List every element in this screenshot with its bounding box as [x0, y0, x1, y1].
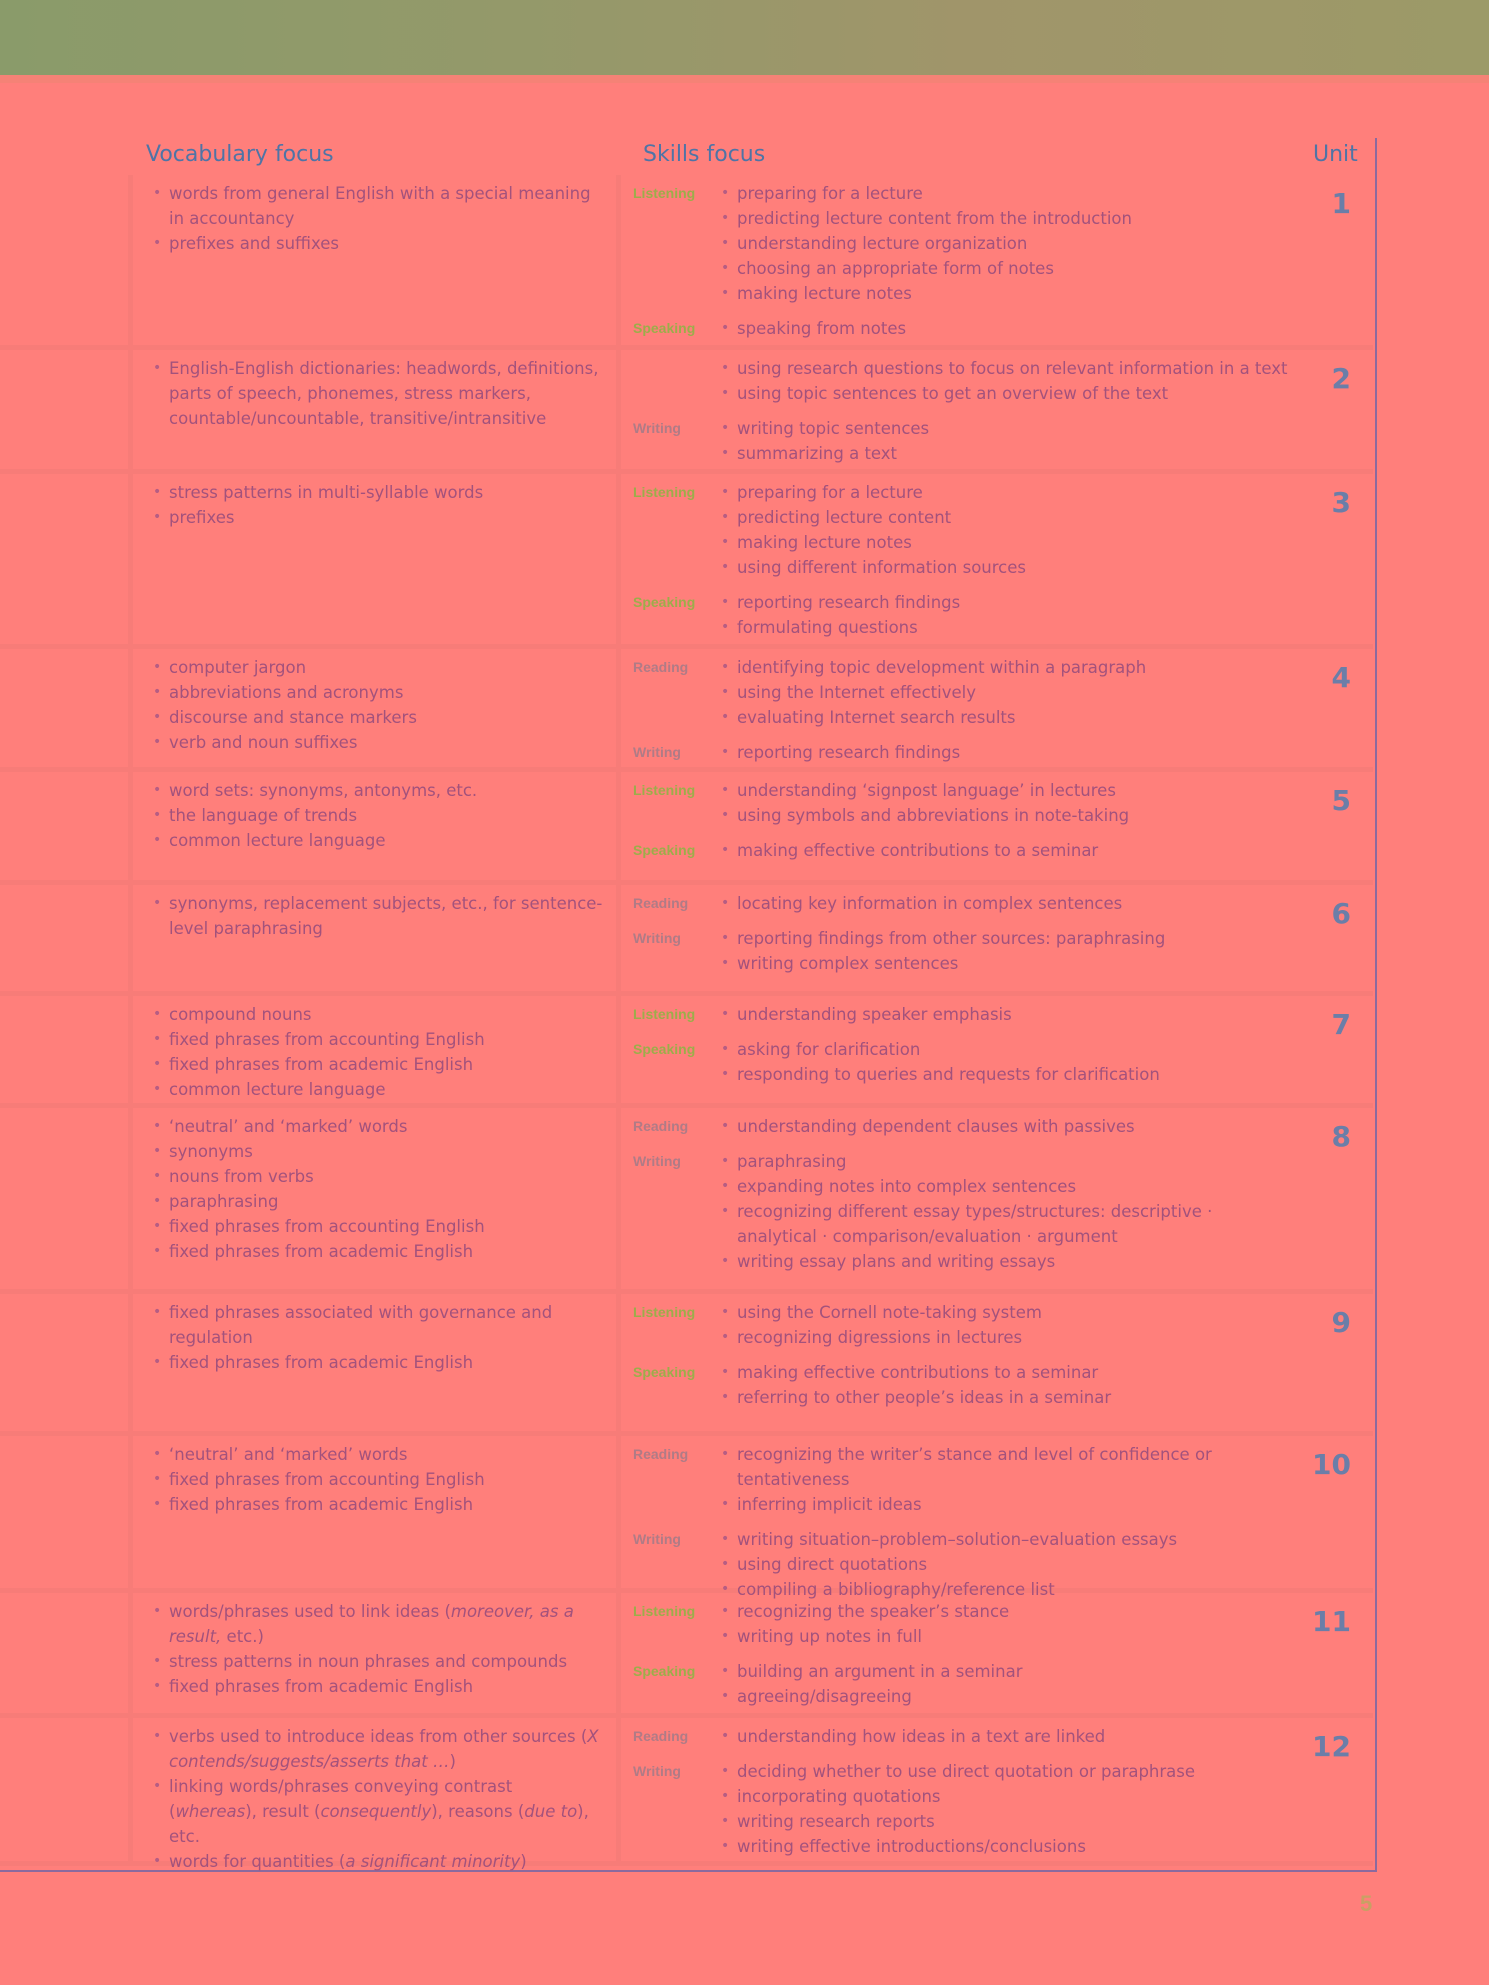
vocabulary-cell — [128, 1294, 621, 1431]
skill-group — [633, 590, 1293, 640]
skill-list — [719, 655, 1146, 730]
left-cell — [0, 350, 128, 469]
skill-item: • using different information sources — [719, 555, 1026, 580]
vocabulary-item: • linking words/phrases conveying contrast (whereas), result (consequently), reasons (due to), etc. — [151, 1774, 604, 1849]
skill-category-label: Listening — [633, 484, 696, 500]
unit-number: 7 — [1331, 1008, 1351, 1041]
skill-group — [633, 1360, 1293, 1410]
skill-group — [633, 1300, 1293, 1350]
skill-list — [719, 838, 1098, 863]
skills-cell — [621, 772, 1373, 880]
vocabulary-item: • synonyms — [151, 1139, 604, 1164]
vocabulary-item: • discourse and stance markers — [151, 705, 604, 730]
skill-group — [633, 1527, 1293, 1602]
vocabulary-item: • fixed phrases from accounting English — [151, 1467, 604, 1492]
vocabulary-item: • fixed phrases from accounting English — [151, 1027, 604, 1052]
unit-row-7 — [0, 996, 1373, 1108]
skill-list — [719, 926, 1165, 976]
skill-item: • recognizing digressions in lectures — [719, 1325, 1042, 1350]
unit-row-4 — [0, 649, 1373, 772]
skill-item: • summarizing a text — [719, 441, 929, 466]
skill-list — [719, 1037, 1160, 1087]
vocabulary-item: • fixed phrases from academic English — [151, 1239, 604, 1264]
unit-number: 12 — [1312, 1730, 1351, 1763]
vocabulary-list — [151, 1114, 604, 1264]
skill-list — [719, 356, 1288, 406]
skill-item: • understanding how ideas in a text are linked — [719, 1724, 1105, 1749]
skill-item: • identifying topic development within a paragraph — [719, 655, 1146, 680]
skill-item: • understanding speaker emphasis — [719, 1002, 1012, 1027]
vocabulary-item: • abbreviations and acronyms — [151, 680, 604, 705]
skill-group — [633, 1114, 1293, 1139]
skill-category-label: Listening — [633, 1006, 696, 1022]
unit-row-3 — [0, 474, 1373, 649]
skill-category-label: Listening — [633, 185, 696, 201]
skill-group — [633, 926, 1293, 976]
skill-group — [633, 655, 1293, 730]
vocabulary-focus-header: Vocabulary focus — [146, 142, 334, 167]
unit-row-12 — [0, 1718, 1373, 1871]
skill-list — [719, 480, 1026, 580]
skill-category-label: Listening — [633, 1603, 696, 1619]
skills-cell — [621, 350, 1373, 469]
skill-item: • recognizing different essay types/structures: descriptive · analytical · comparison/evaluation · argument — [719, 1199, 1293, 1249]
skill-category-label: Reading — [633, 659, 689, 675]
skill-list — [719, 1149, 1293, 1274]
skill-item: • writing research reports — [719, 1809, 1195, 1834]
unit-row-11 — [0, 1593, 1373, 1718]
skill-list — [719, 1599, 1009, 1649]
skill-item: • building an argument in a seminar — [719, 1659, 1022, 1684]
skill-item: • making lecture notes — [719, 281, 1132, 306]
skills-cell — [621, 175, 1373, 345]
skill-item: • making effective contributions to a seminar — [719, 838, 1098, 863]
skill-category-label: Writing — [633, 744, 681, 760]
left-cell — [0, 1593, 128, 1713]
skill-list — [719, 316, 906, 341]
skill-list — [719, 1442, 1293, 1517]
vocabulary-item: • the language of trends — [151, 803, 604, 828]
skill-group — [633, 316, 1293, 341]
skill-list — [719, 1659, 1022, 1709]
skill-item: • locating key information in complex sentences — [719, 891, 1122, 916]
vocabulary-list — [151, 480, 604, 530]
skill-item: • understanding dependent clauses with passives — [719, 1114, 1135, 1139]
left-cell — [0, 996, 128, 1103]
unit-header: Unit — [1313, 142, 1358, 167]
skill-category-label: Reading — [633, 1728, 689, 1744]
skill-group — [633, 838, 1293, 863]
skill-item: • preparing for a lecture — [719, 480, 1026, 505]
skill-item: • referring to other people’s ideas in a seminar — [719, 1385, 1111, 1410]
skill-group — [633, 1149, 1293, 1274]
left-cell — [0, 1294, 128, 1431]
vocabulary-cell — [128, 649, 621, 767]
skill-item: • using the Cornell note-taking system — [719, 1300, 1042, 1325]
skills-cell — [621, 996, 1373, 1103]
skill-list — [719, 590, 960, 640]
skill-category-label: Reading — [633, 1118, 689, 1134]
left-cell — [0, 1108, 128, 1289]
skills-cell — [621, 1593, 1373, 1713]
skill-group — [633, 356, 1293, 406]
skill-list — [719, 1527, 1177, 1602]
skills-cell — [621, 885, 1373, 991]
skill-group — [633, 416, 1293, 466]
vocabulary-item: • fixed phrases from academic English — [151, 1350, 604, 1375]
skill-list — [719, 1724, 1105, 1749]
left-cell — [0, 1718, 128, 1861]
skill-item: • recognizing the writer’s stance and level of confidence or tentativeness — [719, 1442, 1293, 1492]
vocabulary-cell — [128, 996, 621, 1103]
unit-row-8 — [0, 1108, 1373, 1294]
vocabulary-item: • words for quantities (a significant minority) — [151, 1849, 604, 1874]
vocabulary-item: • computer jargon — [151, 655, 604, 680]
skill-category-label: Speaking — [633, 1041, 696, 1057]
skill-group — [633, 181, 1293, 306]
skill-category-label: Writing — [633, 420, 681, 436]
skill-category-label: Listening — [633, 1304, 696, 1320]
skill-item: • recognizing the speaker’s stance — [719, 1599, 1009, 1624]
vocabulary-cell — [128, 772, 621, 880]
skill-group — [633, 740, 1293, 765]
vocabulary-list — [151, 891, 604, 941]
left-cell — [0, 175, 128, 345]
vocabulary-item: • ‘neutral’ and ‘marked’ words — [151, 1114, 604, 1139]
unit-row-1 — [0, 175, 1373, 350]
skill-item: • writing complex sentences — [719, 951, 1165, 976]
vocabulary-item: • fixed phrases from academic English — [151, 1052, 604, 1077]
vocabulary-item: • verbs used to introduce ideas from other sources (X contends/suggests/asserts that …) — [151, 1724, 604, 1774]
vocabulary-list — [151, 778, 604, 853]
skill-list — [719, 1360, 1111, 1410]
vocabulary-item: • verb and noun suffixes — [151, 730, 604, 755]
vocabulary-cell — [128, 350, 621, 469]
skill-item: • expanding notes into complex sentences — [719, 1174, 1293, 1199]
vocabulary-item: • fixed phrases associated with governance and regulation — [151, 1300, 604, 1350]
skill-group — [633, 480, 1293, 580]
skill-category-label: Writing — [633, 1531, 681, 1547]
skill-group — [633, 891, 1293, 916]
vocabulary-item: • nouns from verbs — [151, 1164, 604, 1189]
unit-number: 11 — [1312, 1605, 1351, 1638]
skill-item: • reporting findings from other sources: paraphrasing — [719, 926, 1165, 951]
skill-category-label: Speaking — [633, 1663, 696, 1679]
skills-cell — [621, 649, 1373, 767]
unit-number: 2 — [1331, 362, 1351, 395]
skill-item: • using symbols and abbreviations in note-taking — [719, 803, 1129, 828]
skill-list — [719, 416, 929, 466]
skills-cell — [621, 1718, 1373, 1861]
skill-item: • predicting lecture content from the introduction — [719, 206, 1132, 231]
skill-item: • predicting lecture content — [719, 505, 1026, 530]
header-band-edge — [0, 75, 1489, 83]
skills-focus-header: Skills focus — [643, 142, 766, 167]
contents-table-rows — [0, 175, 1373, 1871]
vocabulary-cell — [128, 885, 621, 991]
skill-category-label: Speaking — [633, 594, 696, 610]
skill-item: • formulating questions — [719, 615, 960, 640]
unit-number: 10 — [1312, 1448, 1351, 1481]
vocabulary-list — [151, 1724, 604, 1874]
skills-cell — [621, 1108, 1373, 1289]
skill-category-label: Reading — [633, 895, 689, 911]
skill-item: • choosing an appropriate form of notes — [719, 256, 1132, 281]
vocabulary-item: • English-English dictionaries: headwords, definitions, parts of speech, phonemes, stress markers, countable/uncountable, transitive/intransitive — [151, 356, 604, 431]
vocabulary-item: • words/phrases used to link ideas (moreover, as a result, etc.) — [151, 1599, 604, 1649]
skill-item: • writing topic sentences — [719, 416, 929, 441]
skill-item: • deciding whether to use direct quotation or paraphrase — [719, 1759, 1195, 1784]
skill-item: • responding to queries and requests for clarification — [719, 1062, 1160, 1087]
skill-item: • compiling a bibliography/reference list — [719, 1577, 1177, 1602]
vocabulary-cell — [128, 1718, 621, 1871]
skill-group — [633, 1724, 1293, 1749]
skill-category-label: Speaking — [633, 842, 696, 858]
vocabulary-list — [151, 1002, 604, 1102]
skill-category-label: Speaking — [633, 320, 696, 336]
skill-item: • incorporating quotations — [719, 1784, 1195, 1809]
skill-list — [719, 740, 960, 765]
unit-number: 4 — [1331, 661, 1351, 694]
skill-item: • using research questions to focus on relevant information in a text — [719, 356, 1288, 381]
skill-item: • asking for clarification — [719, 1037, 1160, 1062]
vocabulary-item: • paraphrasing — [151, 1189, 604, 1214]
unit-number: 5 — [1331, 784, 1351, 817]
skill-item: • reporting research findings — [719, 740, 960, 765]
skill-item: • writing situation–problem–solution–evaluation essays — [719, 1527, 1177, 1552]
vocabulary-item: • stress patterns in noun phrases and compounds — [151, 1649, 604, 1674]
skill-group — [633, 778, 1293, 828]
skill-item: • making effective contributions to a seminar — [719, 1360, 1111, 1385]
left-cell — [0, 649, 128, 767]
vocabulary-item: • prefixes — [151, 505, 604, 530]
skill-category-label: Reading — [633, 1446, 689, 1462]
skill-group — [633, 1442, 1293, 1517]
skill-list — [719, 1759, 1195, 1859]
page-number: 5 — [1360, 1891, 1373, 1916]
skill-group — [633, 1002, 1293, 1027]
vocabulary-list — [151, 1599, 604, 1699]
skill-item: • writing essay plans and writing essays — [719, 1249, 1293, 1274]
skill-item: • writing effective introductions/conclusions — [719, 1834, 1195, 1859]
skills-cell — [621, 1436, 1373, 1599]
skill-category-label: Writing — [633, 1153, 681, 1169]
vocabulary-item: • fixed phrases from academic English — [151, 1674, 604, 1699]
skills-cell — [621, 474, 1373, 644]
skill-category-label: Writing — [633, 930, 681, 946]
unit-row-10 — [0, 1436, 1373, 1599]
vocabulary-item: • compound nouns — [151, 1002, 604, 1027]
vocabulary-item: • stress patterns in multi-syllable words — [151, 480, 604, 505]
unit-number: 8 — [1331, 1120, 1351, 1153]
skill-item: • writing up notes in full — [719, 1624, 1009, 1649]
left-cell — [0, 474, 128, 644]
vocabulary-cell — [128, 1108, 621, 1289]
unit-row-6 — [0, 885, 1373, 996]
skill-list — [719, 1114, 1135, 1139]
unit-row-5 — [0, 772, 1373, 885]
skill-group — [633, 1599, 1293, 1649]
unit-number: 6 — [1331, 897, 1351, 930]
vocabulary-item: • word sets: synonyms, antonyms, etc. — [151, 778, 604, 803]
skill-list — [719, 1300, 1042, 1350]
skill-item: • inferring implicit ideas — [719, 1492, 1293, 1517]
vocabulary-item: • fixed phrases from academic English — [151, 1492, 604, 1517]
skill-item: • speaking from notes — [719, 316, 906, 341]
skill-group — [633, 1037, 1293, 1087]
skill-group — [633, 1659, 1293, 1709]
vocabulary-cell — [128, 175, 621, 345]
vocabulary-item: • words from general English with a special meaning in accountancy — [151, 181, 604, 231]
unit-number: 3 — [1331, 486, 1351, 519]
vocabulary-item: • fixed phrases from accounting English — [151, 1214, 604, 1239]
skill-item: • using direct quotations — [719, 1552, 1177, 1577]
vocabulary-list — [151, 1300, 604, 1375]
skill-category-label: Listening — [633, 782, 696, 798]
skill-item: • paraphrasing — [719, 1149, 1293, 1174]
skill-item: • using the Internet effectively — [719, 680, 1146, 705]
unit-row-9 — [0, 1294, 1373, 1436]
header-color-band — [0, 0, 1489, 75]
vocabulary-list — [151, 181, 604, 256]
skill-category-label: Speaking — [633, 1364, 696, 1380]
skill-item: • understanding lecture organization — [719, 231, 1132, 256]
unit-row-2 — [0, 350, 1373, 474]
vocabulary-item: • synonyms, replacement subjects, etc., for sentence-level paraphrasing — [151, 891, 604, 941]
skill-item: • making lecture notes — [719, 530, 1026, 555]
vocabulary-cell — [128, 474, 621, 644]
left-cell — [0, 885, 128, 991]
vocabulary-list — [151, 655, 604, 755]
vocabulary-item: • common lecture language — [151, 1077, 604, 1102]
left-cell — [0, 772, 128, 880]
vocabulary-item: • prefixes and suffixes — [151, 231, 604, 256]
skill-category-label: Writing — [633, 1763, 681, 1779]
skill-category-label — [633, 356, 719, 406]
skill-list — [719, 778, 1129, 828]
skill-item: • understanding ‘signpost language’ in lectures — [719, 778, 1129, 803]
skill-group — [633, 1759, 1293, 1859]
skill-item: • agreeing/disagreeing — [719, 1684, 1022, 1709]
vocabulary-cell — [128, 1436, 621, 1588]
skill-list — [719, 1002, 1012, 1027]
left-cell — [0, 1436, 128, 1588]
skill-list — [719, 181, 1132, 306]
unit-number: 1 — [1331, 187, 1351, 220]
skill-item: • evaluating Internet search results — [719, 705, 1146, 730]
skill-item: • reporting research findings — [719, 590, 960, 615]
vocabulary-item: • ‘neutral’ and ‘marked’ words — [151, 1442, 604, 1467]
vocabulary-list — [151, 1442, 604, 1517]
vocabulary-item: • common lecture language — [151, 828, 604, 853]
vocabulary-cell — [128, 1593, 621, 1713]
skill-item: • preparing for a lecture — [719, 181, 1132, 206]
vocabulary-list — [151, 356, 604, 431]
skill-list — [719, 891, 1122, 916]
skills-cell — [621, 1294, 1373, 1431]
skill-item: • using topic sentences to get an overview of the text — [719, 381, 1288, 406]
unit-number: 9 — [1331, 1306, 1351, 1339]
